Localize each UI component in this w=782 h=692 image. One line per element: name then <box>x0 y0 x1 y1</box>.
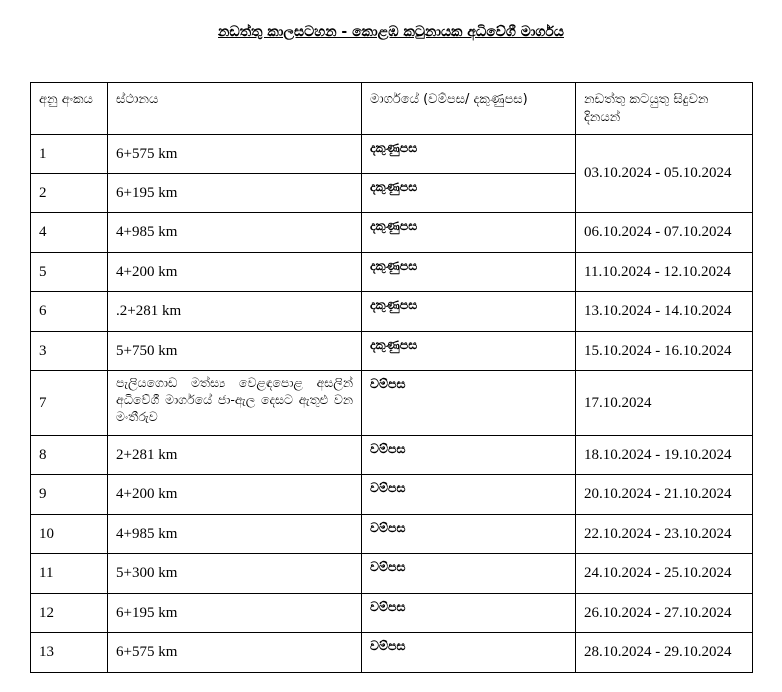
table-row <box>31 436 753 475</box>
row-location: 4+985 km <box>108 213 362 253</box>
table-row <box>31 253 753 292</box>
row-location: 6+195 km <box>108 174 362 213</box>
header-no: අනු අංකය <box>31 83 108 135</box>
row-direction: දකුණුපස <box>362 213 576 253</box>
row-dates: 03.10.2024 - 05.10.2024 <box>576 135 753 213</box>
row-direction: වම්පස <box>362 554 576 594</box>
header-direction: මාර්ගයේ (වම්පස/ දකුණුපස) <box>362 83 576 135</box>
row-dates: 22.10.2024 - 23.10.2024 <box>576 515 753 554</box>
document-title: නඩත්තු කාලසටහන - කොළඹ කටුනායක අධිවේගී මාර්ගය <box>218 24 564 40</box>
row-location: 5+300 km <box>108 554 362 594</box>
row-direction: වම්පස <box>362 371 576 436</box>
row-location: 4+200 km <box>108 475 362 515</box>
row-location: 4+200 km <box>108 253 362 292</box>
row-no: 9 <box>31 475 108 515</box>
row-no: 4 <box>31 213 108 253</box>
row-direction: වම්පස <box>362 515 576 554</box>
maintenance-schedule-table <box>30 82 753 673</box>
row-dates: 17.10.2024 <box>576 371 753 436</box>
table-row <box>31 633 753 673</box>
row-direction: දකුණුපස <box>362 332 576 371</box>
row-direction: වම්පස <box>362 594 576 633</box>
row-no: 8 <box>31 436 108 475</box>
row-no: 2 <box>31 174 108 213</box>
table-row <box>31 475 753 515</box>
table-row <box>31 135 753 174</box>
row-dates: 28.10.2024 - 29.10.2024 <box>576 633 753 673</box>
row-dates: 06.10.2024 - 07.10.2024 <box>576 213 753 253</box>
row-location: 2+281 km <box>108 436 362 475</box>
row-dates: 18.10.2024 - 19.10.2024 <box>576 436 753 475</box>
header-location: ස්ථානය <box>108 83 362 135</box>
row-location: 5+750 km <box>108 332 362 371</box>
row-no: 10 <box>31 515 108 554</box>
row-no: 7 <box>31 371 108 436</box>
row-dates: 24.10.2024 - 25.10.2024 <box>576 554 753 594</box>
table-header-row <box>31 83 753 135</box>
row-location: 6+575 km <box>108 633 362 673</box>
table-row <box>31 213 753 253</box>
row-direction: දකුණුපස <box>362 292 576 332</box>
row-dates: 15.10.2024 - 16.10.2024 <box>576 332 753 371</box>
row-direction: වම්පස <box>362 436 576 475</box>
table-row <box>31 515 753 554</box>
table-row <box>31 292 753 332</box>
row-dates: 13.10.2024 - 14.10.2024 <box>576 292 753 332</box>
row-no: 6 <box>31 292 108 332</box>
row-direction: දකුණුපස <box>362 253 576 292</box>
row-location: 6+195 km <box>108 594 362 633</box>
row-no: 3 <box>31 332 108 371</box>
row-location: .2+281 km <box>108 292 362 332</box>
row-location: 6+575 km <box>108 135 362 174</box>
row-dates: 20.10.2024 - 21.10.2024 <box>576 475 753 515</box>
table-row <box>31 332 753 371</box>
row-direction: දකුණුපස <box>362 174 576 213</box>
row-location: පැලියගොඩ මත්ස්‍ය වෙළඳපොළ අසලින් අධිවේගී මාර්ගයේ ජා-ඇල දෙසට ඇතුළු වන මංතීරුව <box>108 371 362 436</box>
row-dates: 11.10.2024 - 12.10.2024 <box>576 253 753 292</box>
row-direction: වම්පස <box>362 633 576 673</box>
table-row <box>31 594 753 633</box>
row-no: 13 <box>31 633 108 673</box>
row-no: 5 <box>31 253 108 292</box>
row-location: 4+985 km <box>108 515 362 554</box>
row-no: 11 <box>31 554 108 594</box>
row-direction: දකුණුපස <box>362 135 576 174</box>
row-direction: වම්පස <box>362 475 576 515</box>
table-row <box>31 371 753 436</box>
table-row <box>31 554 753 594</box>
row-no: 12 <box>31 594 108 633</box>
row-dates: 26.10.2024 - 27.10.2024 <box>576 594 753 633</box>
row-no: 1 <box>31 135 108 174</box>
header-dates: නඩත්තු කටයුතු සිදුවන දිනයන් <box>576 83 753 135</box>
